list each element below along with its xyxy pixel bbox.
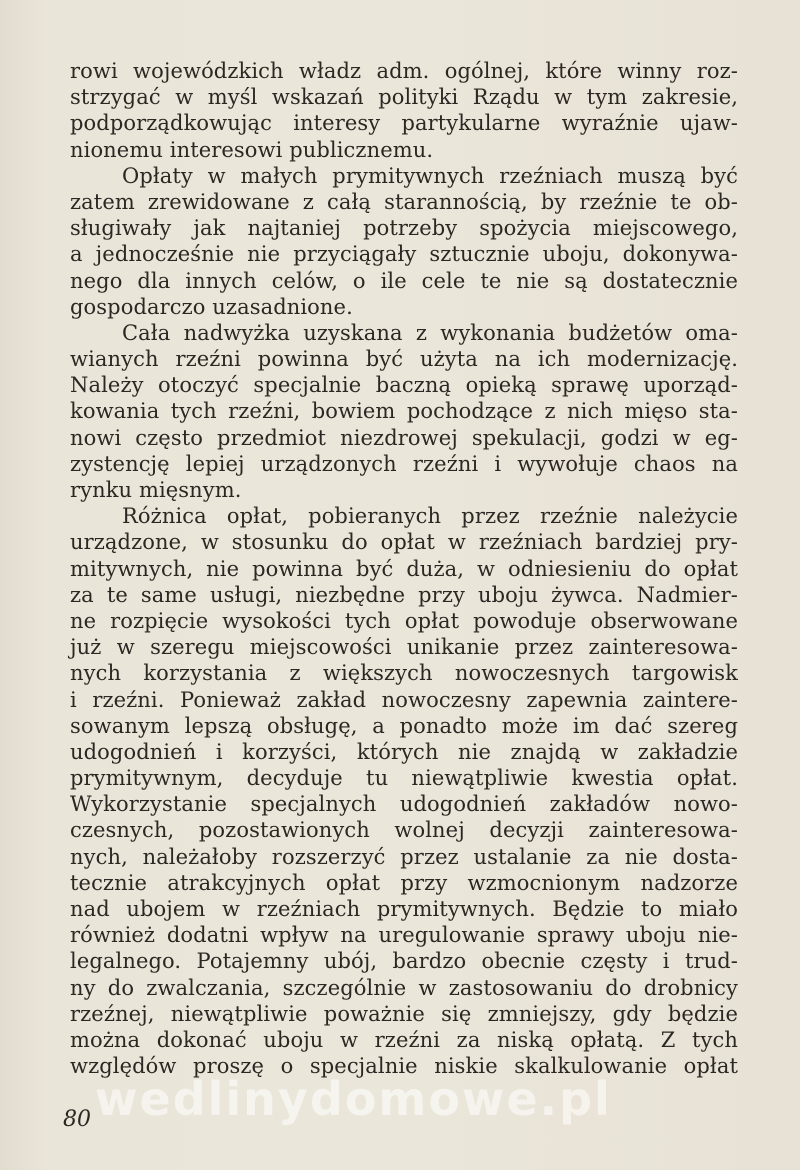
text-line: nowi często przedmiot niezdrowej spekulacji, godzi w eg-	[70, 425, 738, 450]
page-number: 80	[63, 1107, 91, 1132]
text-line: rowi wojewódzkich władz adm. ogólnej, które winny roz-	[70, 59, 738, 83]
text-line: względów proszę o specjalnie niskie skalkulowanie opłat	[70, 1054, 738, 1079]
text-line: nionemu interesowi publicznemu.	[70, 137, 434, 162]
text-line: udogodnień i korzyści, których nie znajdą w zakładzie	[70, 739, 738, 764]
text-line: rzeźnej, niewątpliwie poważnie się zmniejszy, gdy będzie	[70, 1001, 738, 1026]
text-line: a jednocześnie nie przyciągały sztucznie uboju, dokonywa-	[70, 242, 738, 267]
text-line: Wykorzystanie specjalnych udogodnień zakładów nowo-	[70, 792, 738, 817]
text-line: nych, należałoby rozszerzyć przez ustalanie za nie dosta-	[70, 844, 738, 869]
text-line: Cała nadwyżka uzyskana z wykonania budżetów oma-	[122, 320, 738, 345]
text-line: legalnego. Potajemny ubój, bardzo obecnie częsty i trud-	[70, 949, 738, 974]
text-line: sługiwały jak najtaniej potrzeby spożycia miejscowego,	[70, 216, 738, 241]
text-line: rynku mięsnym.	[70, 478, 242, 502]
text-line: strzygać w myśl wskazań polityki Rządu w tym zakresie,	[70, 85, 738, 110]
text-line: ne rozpięcie wysokości tych opłat powoduje obserwowane	[70, 608, 738, 633]
text-line: już w szeregu miejscowości unikanie przez zainteresowa-	[70, 635, 738, 660]
text-line: Różnica opłat, pobieranych przez rzeźnie należycie	[122, 504, 738, 529]
text-line: za te same usługi, niezbędne przy uboju żywca. Nadmier-	[70, 582, 738, 607]
text-line: gospodarczo uzasadnione.	[70, 294, 353, 319]
text-line: nych korzystania z większych nowoczesnych targowisk	[70, 661, 738, 686]
text-line: nego dla innych celów, o ile cele te nie są dostatecznie	[70, 268, 738, 293]
text-line: Należy otoczyć specjalnie baczną opieką sprawę uporząd-	[70, 373, 738, 398]
text-line: tecznie atrakcyjnych opłat przy wzmocnionym nadzorze	[70, 870, 738, 895]
text-line: kowania tych rzeźni, bowiem pochodzące z nich mięso sta-	[70, 399, 738, 424]
text-line: czesnych, pozostawionych wolnej decyzji zainteresowa-	[70, 818, 738, 843]
text-line: prymitywnym, decyduje tu niewątpliwie kwestia opłat.	[70, 766, 738, 791]
text-line: można dokonać uboju w rzeźni za niską opłatą. Z tych	[70, 1027, 738, 1052]
text-line: również dodatni wpływ na uregulowanie sprawy uboju nie-	[70, 923, 738, 948]
text-line: ny do zwalczania, szczególnie w zastosowaniu do drobnicy	[70, 975, 738, 1000]
text-line: mitywnych, nie powinna być duża, w odniesieniu do opłat	[70, 556, 738, 581]
text-line: zatem zrewidowane z całą starannością, by rzeźnie te ob-	[70, 189, 738, 214]
text-line: nad ubojem w rzeźniach prymitywnych. Będzie to miało	[70, 897, 738, 921]
text-line: podporządkowując interesy partykularne wyraźnie ujaw-	[70, 111, 738, 136]
watermark: wedlinydomowe.pl	[95, 1072, 612, 1126]
text-line: Opłaty w małych prymitywnych rzeźniach muszą być	[122, 163, 738, 188]
text-line: sowanym lepszą obsługę, a ponadto może im dać szereg	[70, 713, 738, 738]
text-line: zystencję lepiej urządzonych rzeźni i wywołuje chaos na	[70, 451, 738, 476]
text-line: wianych rzeźni powinna być użyta na ich modernizację.	[70, 347, 738, 372]
body-text	[70, 58, 738, 1079]
text-line: urządzone, w stosunku do opłat w rzeźniach bardziej pry-	[70, 530, 738, 555]
text-line: i rzeźni. Ponieważ zakład nowoczesny zapewnia zaintere-	[70, 687, 738, 712]
